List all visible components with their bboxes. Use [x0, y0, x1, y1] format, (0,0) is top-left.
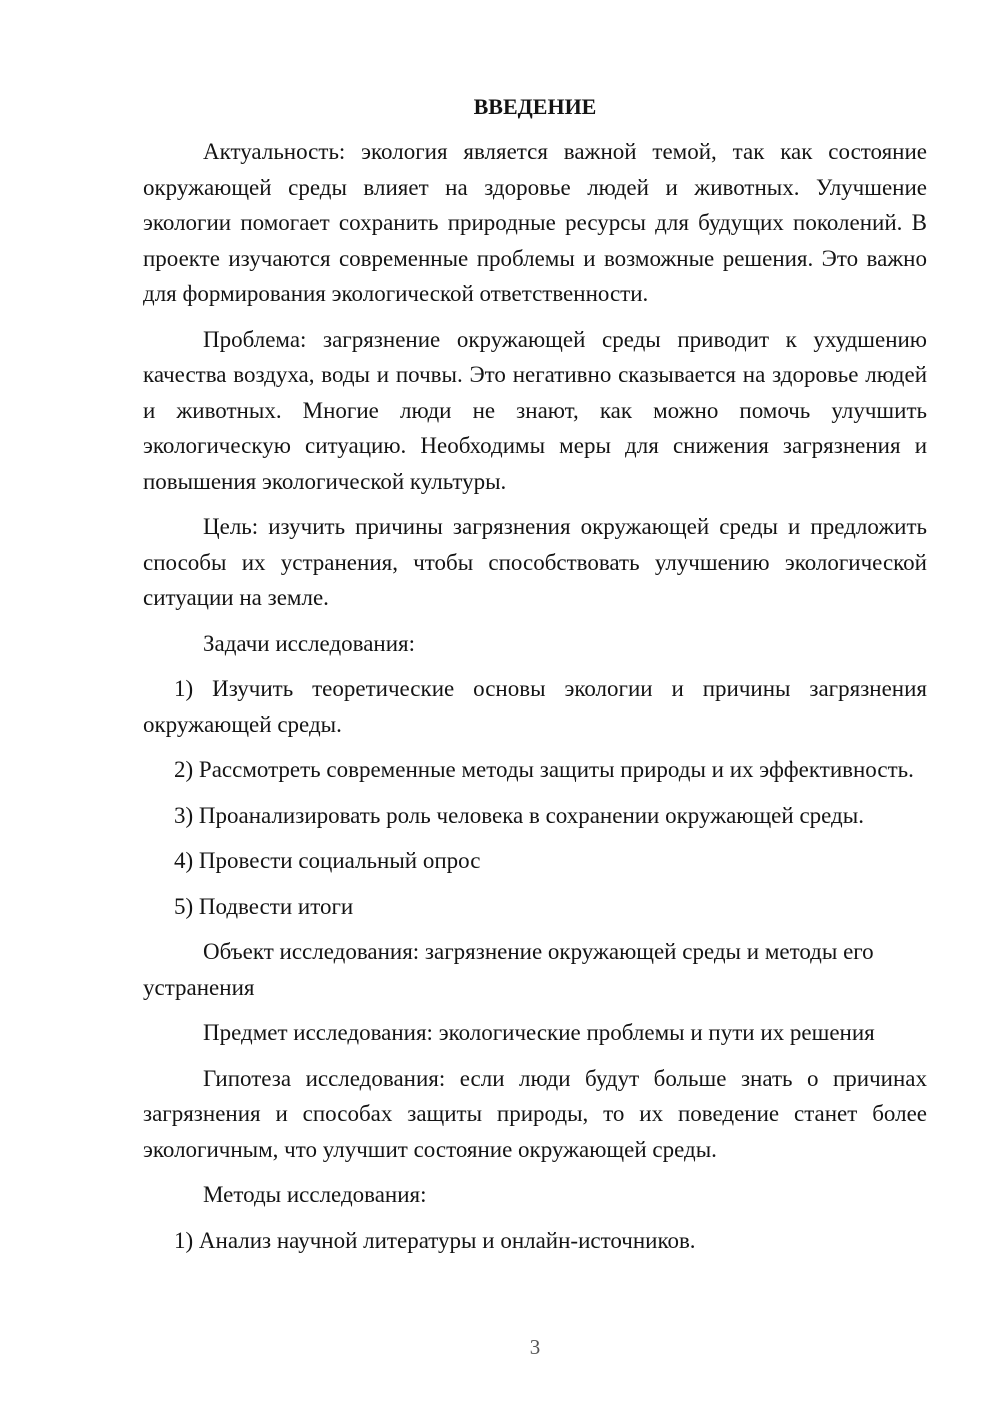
paragraph-subject: Предмет исследования: экологические проблемы и пути их решения	[203, 1020, 875, 1045]
paragraph-problem: Проблема: загрязнение окружающей среды приводит к ухудшению качества воздуха, воды и почвы. Это негативно сказывается на здоровье людей и животных. Многие люди не знают, как можно помочь улучшить экологическую ситуацию. Необходимы меры для снижения загрязнения и повышения экологической культуры.	[143, 326, 927, 494]
document-page	[143, 92, 927, 1268]
paragraph-goal: Цель: изучить причины загрязнения окружающей среды и предложить способы их устранения, чтобы способствовать улучшению экологической ситуации на земле.	[143, 514, 927, 610]
methods-heading: Методы исследования:	[203, 1182, 427, 1207]
task-item-3: 3) Проанализировать роль человека в сохранении окружающей среды.	[174, 802, 864, 828]
method-item-1: 1) Анализ научной литературы и онлайн-источников.	[174, 1227, 696, 1253]
paragraph-relevance: Актуальность: экология является важной темой, так как состояние окружающей среды влияет на здоровье людей и животных. Улучшение экологии помогает сохранить природные ресурсы для будущих поколений. В проекте изучаются современные проблемы и возможные решения. Это важно для формирования экологической ответственности.	[143, 139, 927, 306]
task-item-1: 1) Изучить теоретические основы экологии и причины загрязнения окружающей среды.	[143, 676, 927, 737]
paragraph-hypothesis: Гипотеза исследования: если люди будут больше знать о причинах загрязнения и способах защиты природы, то их поведение станет более экологичным, что улучшит состояние окружающей среды.	[143, 1065, 927, 1162]
tasks-heading: Задачи исследования:	[203, 630, 416, 656]
task-item-4: 4) Провести социальный опрос	[174, 848, 481, 873]
task-item-5: 5) Подвести итоги	[174, 893, 354, 919]
page-title: ВВЕДЕНИЕ	[473, 94, 597, 119]
task-item-2: 2) Рассмотреть современные методы защиты природы и их эффективность.	[174, 757, 914, 782]
page-number: 3	[529, 1335, 541, 1359]
paragraph-object: Объект исследования: загрязнение окружающей среды и методы его устранения	[143, 939, 874, 1000]
